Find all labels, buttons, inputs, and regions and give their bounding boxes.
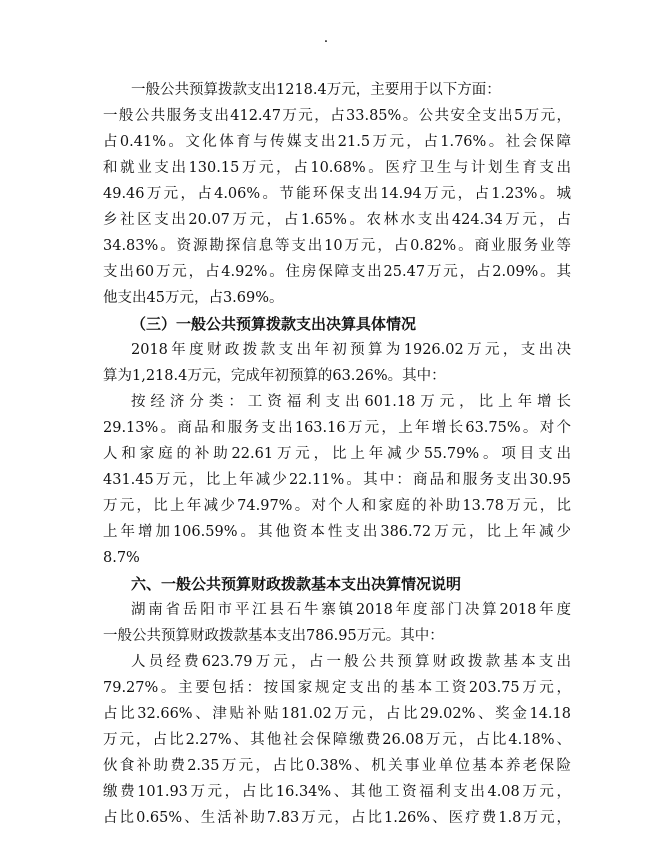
section-heading: 六、一般公共预算财政拨款基本支出决算情况说明 <box>131 575 462 593</box>
paragraph-line: 人员经费623.79万元，占一般公共预算财政拨款基本支出 <box>131 654 571 670</box>
paragraph-line: 万元，占比2.27%、其他社会保障缴费26.08万元，占比4.18%、 <box>103 732 571 748</box>
paragraph-line: 431.45万元，比上年减少22.11%。其中：商品和服务支出30.95 <box>103 472 571 488</box>
paragraph-line: 湖南省岳阳市平江县石牛寨镇2018年度部门决算2018年度 <box>131 602 571 618</box>
page-top-mark: . <box>323 30 329 46</box>
paragraph-line: 上年增加106.59%。其他资本性支出386.72万元，比上年减少 <box>103 524 571 540</box>
paragraph-line: 29.13%。商品和服务支出163.16万元，上年增长63.75%。对个 <box>103 420 571 436</box>
paragraph-line: 8.7% <box>103 550 140 566</box>
paragraph-line: 万元，比上年减少74.97%。对个人和家庭的补助13.78万元，比 <box>103 498 571 514</box>
paragraph-line: 2018年度财政拨款支出年初预算为1926.02万元，支出决 <box>131 342 571 358</box>
paragraph-line: 按经济分类：工资福利支出601.18万元，比上年增长 <box>131 394 571 410</box>
paragraph-line: 79.27%。主要包括：按国家规定支出的基本工资203.75万元， <box>103 680 571 696</box>
paragraph-line: 伙食补助费2.35万元，占比0.38%、机关事业单位基本养老保险 <box>103 758 571 774</box>
paragraph-line: 一般公共预算拨款支出1218.4万元，主要用于以下方面： <box>131 82 501 98</box>
paragraph-line: 乡社区支出20.07万元，占1.65%。农林水支出424.34万元，占 <box>103 212 571 228</box>
paragraph-line: 占0.41%。文化体育与传媒支出21.5万元，占1.76%。社会保障 <box>103 134 571 150</box>
paragraph-line: 人和家庭的补助22.61万元，比上年减少55.79%。项目支出 <box>103 446 571 462</box>
paragraph-line: 和就业支出130.15万元，占10.68%。医疗卫生与计划生育支出 <box>103 160 571 176</box>
section-heading: （三）一般公共预算拨款支出决算具体情况 <box>131 315 417 333</box>
paragraph-line: 49.46万元，占4.06%。节能环保支出14.94万元，占1.23%。城 <box>103 186 571 202</box>
paragraph-line: 34.83%。资源勘探信息等支出10万元，占0.82%。商业服务业等 <box>103 238 571 254</box>
paragraph-line: 支出60万元，占4.92%。住房保障支出25.47万元，占2.09%。其 <box>103 264 571 280</box>
paragraph-line: 缴费101.93万元，占比16.34%、其他工资福利支出4.08万元， <box>103 784 571 800</box>
paragraph-line: 他支出45万元，占3.69%。 <box>103 290 284 306</box>
paragraph-line: 一般公共预算财政拨款基本支出786.95万元。其中： <box>103 628 444 644</box>
paragraph-line: 一般公共服务支出412.47万元，占33.85%。公共安全支出5万元， <box>103 108 571 124</box>
paragraph-line: 占比32.66%、津贴补贴181.02万元，占比29.02%、奖金14.18 <box>103 706 571 722</box>
paragraph-line: 占比0.65%、生活补助7.83万元，占比1.26%、医疗费1.8万元， <box>103 810 571 826</box>
paragraph-line: 算为1,218.4万元，完成年初预算的63.26%。其中： <box>103 368 446 384</box>
